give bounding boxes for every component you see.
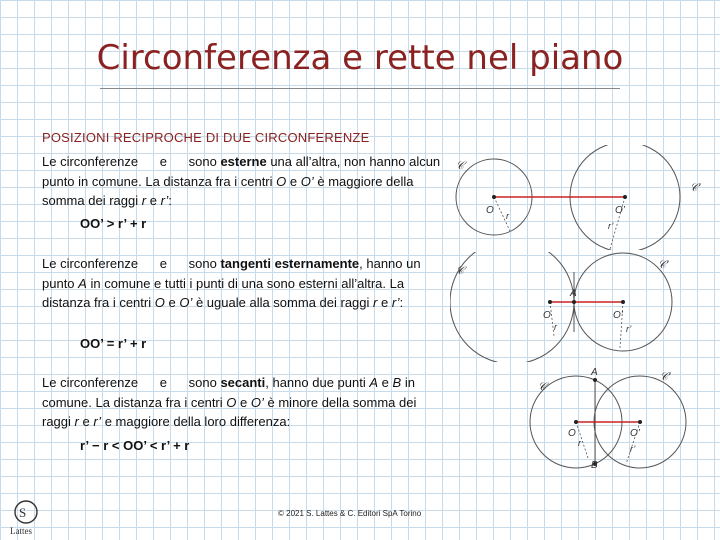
text: Le circonferenze (42, 375, 139, 390)
var-b: B (392, 375, 402, 390)
label-o: O (486, 205, 494, 216)
label-r-prime: r’ (630, 444, 636, 454)
var-r-prime: r’ (160, 193, 169, 208)
label-c-prime: 𝒞’ (660, 371, 671, 383)
var-r-prime: r’ (391, 295, 400, 310)
radius-r-prime (620, 302, 623, 348)
bold-term: secanti (220, 375, 266, 390)
label-r: r (578, 438, 581, 448)
var-o-prime: O’ (179, 295, 193, 310)
copyright-footer: © 2021 S. Lattes & C. Editori SpA Torino (278, 509, 422, 518)
text: e (159, 375, 167, 390)
bold-term: tangenti esternamente (220, 256, 360, 271)
svg-text:S: S (19, 505, 27, 520)
title-divider (100, 88, 620, 89)
text: e (289, 173, 298, 189)
var-a: A (78, 275, 87, 291)
figure-external-circles (450, 145, 715, 250)
text: : (168, 193, 172, 208)
text: una all’altra, non hanno alcun punto in comune. La distanza fra i centri (42, 154, 441, 189)
text: e maggiore della loro differenza: (104, 414, 291, 429)
text: Le circonferenze (42, 256, 139, 271)
point-a (593, 378, 597, 382)
center-o-prime (638, 420, 642, 424)
text: e (159, 154, 167, 169)
figure-tangent-circles (450, 252, 715, 362)
var-o-prime: O’ (250, 394, 264, 410)
center-o (574, 420, 578, 424)
label-c: 𝒞 (456, 160, 465, 172)
label-o-prime: O’ (613, 310, 623, 321)
label-b: B (591, 460, 598, 470)
text: è uguale alla somma dei raggi (195, 295, 370, 310)
label-r: r (506, 211, 509, 221)
var-a: A (369, 375, 379, 390)
label-o-prime: O’ (630, 428, 640, 439)
center-o-prime (623, 195, 627, 199)
label-o: O (543, 310, 551, 321)
text: sono (188, 375, 217, 390)
text: è minore della somma dei raggi (42, 394, 417, 429)
var-r-prime: r’ (93, 414, 102, 429)
text: in comune e tutti i punti di una sono esterni all’altra. La distanza fra i centri (42, 275, 405, 310)
label-c-prime: 𝒞’ (658, 259, 669, 271)
var-o: O (226, 394, 237, 410)
formula-external: OO’ > r’ + r (80, 216, 147, 231)
text: e (240, 394, 248, 410)
label-o: O (568, 428, 576, 439)
var-r: r (141, 193, 147, 208)
text: e (149, 193, 157, 208)
var-r: r (373, 295, 378, 310)
text: e (168, 295, 176, 310)
text: sono (188, 256, 217, 271)
circle-c (450, 252, 574, 362)
text: e (82, 414, 90, 429)
text: Le circonferenze (42, 154, 139, 169)
paragraph-tangent (42, 254, 442, 313)
var-o: O (154, 295, 165, 310)
text: e (159, 256, 167, 271)
center-o (492, 195, 496, 199)
label-c: 𝒞 (456, 265, 465, 277)
publisher-logo (6, 498, 46, 538)
label-c-prime: 𝒞’ (690, 182, 701, 194)
bold-term: esterne (220, 154, 267, 169)
paragraph-secant (42, 373, 442, 432)
text: , hanno un punto (42, 256, 421, 291)
var-o-prime: O’ (300, 173, 314, 189)
text: e (381, 295, 389, 310)
label-a: A (591, 367, 598, 378)
label-c: 𝒞 (538, 381, 547, 393)
text: e (381, 375, 389, 390)
label-a: A (570, 288, 577, 299)
center-o-prime (621, 300, 625, 304)
text: : (399, 295, 404, 310)
text: sono (188, 154, 217, 169)
formula-secant: r’ − r < OO’ < r’ + r (80, 438, 190, 453)
section-heading: POSIZIONI RECIPROCHE DI DUE CIRCONFERENZE (42, 130, 370, 145)
logo-text: Lattes (10, 526, 32, 536)
var-r: r (74, 414, 79, 429)
text: , hanno due punti (265, 375, 366, 390)
label-r-prime: r’ (608, 221, 614, 231)
label-r: r (554, 322, 557, 332)
formula-tangent: OO’ = r’ + r (80, 336, 147, 351)
text: è maggiore della somma dei raggi (42, 173, 414, 208)
var-o: O (276, 173, 287, 189)
point-a (572, 300, 576, 304)
center-o (548, 300, 552, 304)
figure-secant-circles (450, 364, 715, 470)
label-o-prime: O’ (615, 205, 625, 216)
text: in comune. La distanza fra i centri (42, 375, 415, 410)
slide-title: Circonferenza e rette nel piano (96, 38, 624, 78)
paragraph-external (42, 152, 442, 211)
label-r-prime: r’ (626, 324, 632, 334)
